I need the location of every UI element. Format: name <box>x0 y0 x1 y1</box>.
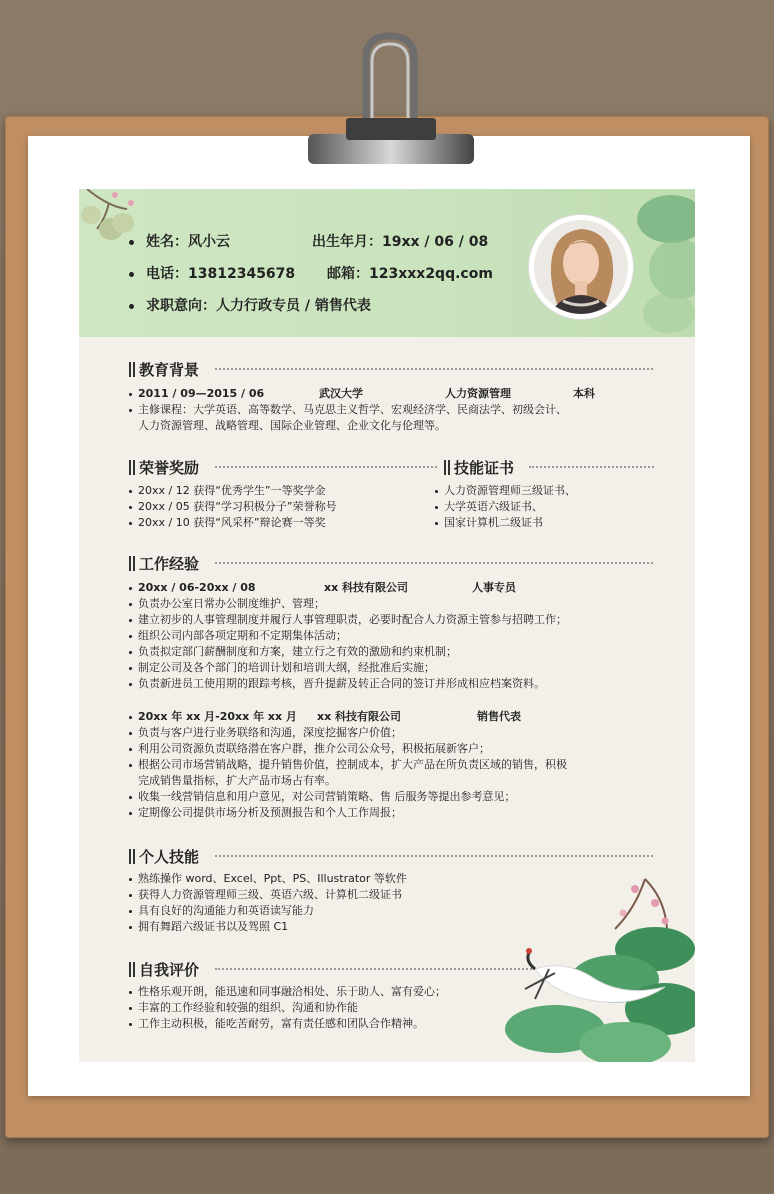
email-value: 邮箱：123xxx2qq.com <box>327 266 493 282</box>
duty-text: 定期像公司提供市场分析及预测报告和个人工作周报； <box>138 806 402 819</box>
evaluation-text: 工作主动积极，能吃苦耐劳，富有责任感和团队合作精神。 <box>138 1017 424 1030</box>
job2-duty <box>129 757 567 773</box>
education-section-title <box>129 359 199 380</box>
resume-page <box>79 189 695 1062</box>
pine-crane-decoration-icon <box>495 869 695 1062</box>
title-bar-icon <box>129 362 135 377</box>
duty-text: 负责办公室日常办公制度维护、管理； <box>138 597 325 610</box>
phone-row <box>129 263 295 283</box>
name-value: 姓名：风小云 <box>146 234 230 250</box>
email-row <box>327 263 493 283</box>
edu-course-line: 人力资源管理、战略管理、国际企业管理、企业文化与伦理等。 <box>138 419 446 432</box>
divider <box>529 466 654 468</box>
job2-period <box>129 709 297 725</box>
work-section-title <box>129 553 199 574</box>
bullet-icon <box>129 304 134 309</box>
honor-text: 20xx / 10 获得“风采杯”辩论赛一等奖 <box>138 516 326 529</box>
skill-item <box>129 903 314 919</box>
title-bar-icon <box>129 962 135 977</box>
job2-duty <box>129 789 516 805</box>
birth-value: 出生年月：19xx / 06 / 08 <box>312 234 489 250</box>
job2-company: xx 科技有限公司 <box>317 710 402 723</box>
evaluation-text: 丰富的工作经验和较强的组织、沟通和协作能 <box>138 1001 358 1014</box>
job1-duty <box>129 676 545 692</box>
objective-value: 求职意向：人力行政专员 / 销售代表 <box>146 298 371 314</box>
honor-item <box>129 499 337 515</box>
header-band <box>79 189 695 337</box>
duty-text: 负责拟定部门薪酬制度和方案，建立行之有效的激励和约束机制； <box>138 645 457 658</box>
evaluation-text: 性格乐观开朗，能迅速和同事融洽相处、乐于助人、富有爱心； <box>138 985 446 998</box>
title-bar-icon <box>129 849 135 864</box>
job1-position: 人事专员 <box>472 581 516 594</box>
education-title-text: 教育背景 <box>139 361 200 379</box>
skill-text: 获得人力资源管理师三级、英语六级、计算机二级证书 <box>138 888 402 901</box>
divider <box>215 562 653 564</box>
title-bar-icon <box>129 556 135 571</box>
job1-period <box>129 580 256 596</box>
cert-item <box>435 483 576 499</box>
honors-section-title <box>129 457 199 478</box>
bullet-icon <box>129 240 134 245</box>
portrait-icon <box>529 215 633 319</box>
divider <box>215 466 437 468</box>
edu-period <box>129 386 264 402</box>
job1-company: xx 科技有限公司 <box>324 581 409 594</box>
duty-text: 制定公司及各个部门的培训计划和培训大纲，经批准后实施； <box>138 661 435 674</box>
duty-text: 负责新进员工使用期的跟踪考核，晋升提薪及转正合同的签订并形成相应档案资料。 <box>138 677 545 690</box>
skill-text: 拥有舞蹈六级证书以及驾照 C1 <box>138 920 289 933</box>
skill-item <box>129 919 288 935</box>
job1-period-text: 20xx / 06-20xx / 08 <box>138 581 256 594</box>
job2-duty <box>129 805 402 821</box>
cert-text: 国家计算机二级证书 <box>444 516 543 529</box>
job1-duty <box>129 596 325 612</box>
skill-item <box>129 887 402 903</box>
duty-text: 利用公司资源负责联络潜在客户群，推介公司公众号，积极拓展新客户； <box>138 742 490 755</box>
cert-item <box>435 499 543 515</box>
birth-row <box>312 231 488 251</box>
job2-period-text: 20xx 年 xx 月-20xx 年 xx 月 <box>138 710 297 723</box>
honor-item <box>129 483 326 499</box>
evaluation-section-title <box>129 959 199 980</box>
evaluation-title-text: 自我评价 <box>139 961 200 979</box>
skills-title-text: 个人技能 <box>139 848 200 866</box>
divider <box>215 368 653 370</box>
job2-position: 销售代表 <box>477 710 521 723</box>
certs-section-title <box>444 457 514 478</box>
job2-duty: 完成销售量指标，扩大产品市场占有率。 <box>138 774 336 787</box>
honor-item <box>129 515 326 531</box>
avatar <box>529 215 633 319</box>
duty-text: 建立初步的人事管理制度并履行人事管理职责，必要时配合人力资源主管参与招聘工作； <box>138 613 567 626</box>
cert-item <box>435 515 543 531</box>
skill-item <box>129 871 407 887</box>
objective-row <box>129 295 371 315</box>
name-row <box>129 231 230 251</box>
duty-text: 负责与客户进行业务联络和沟通，深度挖掘客户价值； <box>138 726 402 739</box>
job1-duty <box>129 612 567 628</box>
job1-duty <box>129 660 435 676</box>
evaluation-item <box>129 1000 358 1016</box>
title-bar-icon <box>129 460 135 475</box>
job1-duty <box>129 628 347 644</box>
honors-title-text: 荣誉奖励 <box>139 459 200 477</box>
edu-school: 武汉大学 <box>319 387 363 400</box>
edu-major: 人力资源管理 <box>445 387 511 400</box>
certs-title-text: 技能证书 <box>454 459 515 477</box>
divider <box>215 855 653 857</box>
edu-course-line <box>129 402 567 418</box>
job2-duty <box>129 741 490 757</box>
cert-text: 大学英语六级证书、 <box>444 500 543 513</box>
honor-text: 20xx / 12 获得“优秀学生”一等奖学金 <box>138 484 326 497</box>
edu-period-text: 2011 / 09—2015 / 06 <box>138 387 265 400</box>
job1-duty <box>129 644 457 660</box>
honor-text: 20xx / 05 获得“学习积极分子”荣誉称号 <box>138 500 337 513</box>
work-title-text: 工作经验 <box>139 555 200 573</box>
phone-value: 电话：13812345678 <box>146 266 296 282</box>
evaluation-item <box>129 1016 424 1032</box>
title-bar-icon <box>444 460 450 475</box>
duty-text: 根据公司市场营销战略，提升销售价值，控制成本，扩大产品在所负责区域的销售，积极 <box>138 758 567 771</box>
skill-text: 熟练操作 word、Excel、Ppt、PS、Illustrator 等软件 <box>138 872 407 885</box>
binder-clip-icon <box>306 28 476 178</box>
skill-text: 具有良好的沟通能力和英语读写能力 <box>138 904 314 917</box>
edu-degree: 本科 <box>573 387 595 400</box>
edu-course-text: 主修课程：大学英语、高等数学、马克思主义哲学、宏观经济学、民商法学、初级会计、 <box>138 403 567 416</box>
duty-text: 收集一线营销信息和用户意见，对公司营销策略、售 后服务等提出参考意见； <box>138 790 516 803</box>
cert-text: 人力资源管理师三级证书、 <box>444 484 576 497</box>
skills-section-title <box>129 846 199 867</box>
evaluation-item <box>129 984 446 1000</box>
duty-text: 组织公司内部各项定期和不定期集体活动； <box>138 629 347 642</box>
job2-duty <box>129 725 402 741</box>
bullet-icon <box>129 272 134 277</box>
